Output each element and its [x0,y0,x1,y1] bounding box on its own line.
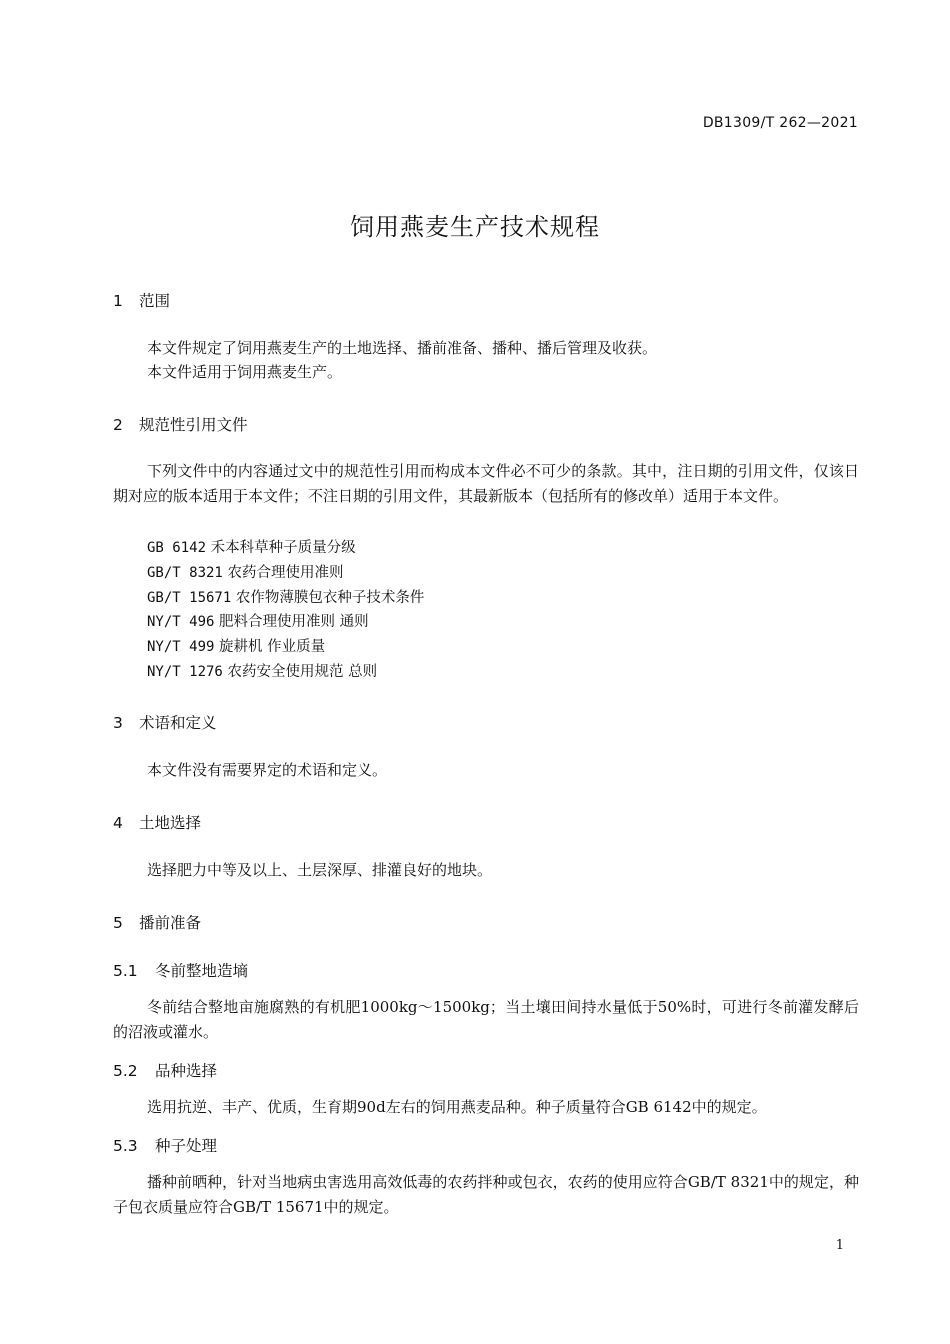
reference-item [147,660,377,681]
subsection-5-2-heading [113,1059,217,1081]
subsection-title: 品种选择 [155,1062,218,1080]
section-title: 土地选择 [139,814,202,832]
section-3-paragraph: 本文件没有需要界定的术语和定义。 [147,761,388,779]
subsection-title: 冬前整地造墒 [155,962,249,980]
subsection-5-1-heading [113,959,248,981]
reference-code: GB 6142 [147,540,207,556]
reference-item [147,610,369,631]
section-number: 5 [113,914,123,932]
subsection-5-3-paragraph: 播种前晒种，针对当地病虫害选用高效低毒的农药拌种或包衣，农药的使用应符合GB/T 8321中的规定，种子包衣质量应符合GB/T 15671中的规定。 [113,1173,859,1216]
reference-name: 农药安全使用规范 总则 [227,664,378,680]
reference-code: NY/T 499 [147,639,215,655]
section-number: 4 [113,814,123,832]
section-3-heading [113,711,217,733]
section-1-paragraph-2: 本文件适用于饲用燕麦生产。 [147,363,343,381]
section-4-heading [113,811,201,833]
reference-name: 禾本科草种子质量分级 [210,540,356,556]
subsection-number: 5.3 [113,1137,138,1155]
section-number: 2 [113,416,123,434]
document-code: DB1309/T 262—2021 [702,115,858,131]
subsection-number: 5.1 [113,962,138,980]
reference-code: GB/T 8321 [147,565,223,581]
section-title: 规范性引用文件 [139,416,248,434]
section-title: 播前准备 [139,914,202,932]
document-title: 饲用燕麦生产技术规程 [350,213,600,241]
reference-code: NY/T 1276 [147,664,223,680]
reference-name: 肥料合理使用准则 通则 [219,614,369,630]
section-1-paragraph-1: 本文件规定了饲用燕麦生产的土地选择、播前准备、播种、播后管理及收获。 [147,339,658,357]
reference-item [147,561,343,582]
section-4-paragraph: 选择肥力中等及以上、土层深厚、排灌良好的地块。 [147,861,493,879]
section-1-heading [113,289,170,311]
section-2-intro: 下列文件中的内容通过文中的规范性引用而构成本文件必不可少的条款。其中，注日期的引用文件，仅该日期对应的版本适用于本文件；不注日期的引用文件，其最新版本（包括所有的修改单）适用于本文件。 [113,462,859,505]
reference-name: 农药合理使用准则 [227,565,344,581]
reference-item [147,635,325,656]
reference-name: 旋耕机 作业质量 [219,639,326,655]
reference-item [147,536,356,557]
section-number: 1 [113,292,123,310]
reference-name: 农作物薄膜包衣种子技术条件 [235,590,425,606]
section-title: 术语和定义 [139,714,217,732]
reference-code: GB/T 15671 [147,590,232,606]
section-number: 3 [113,714,123,732]
reference-code: NY/T 496 [147,614,215,630]
reference-item [147,586,424,607]
page-number: 1 [835,1238,844,1253]
section-title: 范围 [139,292,171,310]
section-5-heading [113,911,201,933]
subsection-title: 种子处理 [155,1137,218,1155]
subsection-number: 5.2 [113,1062,138,1080]
subsection-5-3-heading [113,1134,217,1156]
subsection-5-2-paragraph: 选用抗逆、丰产、优质，生育期90d左右的饲用燕麦品种。种子质量符合GB 6142中的规定。 [147,1098,767,1116]
subsection-5-1-paragraph: 冬前结合整地亩施腐熟的有机肥1000kg～1500kg；当土壤田间持水量低于50%时，可进行冬前灌发酵后的沼液或灌水。 [113,998,859,1041]
section-2-heading [113,413,248,435]
